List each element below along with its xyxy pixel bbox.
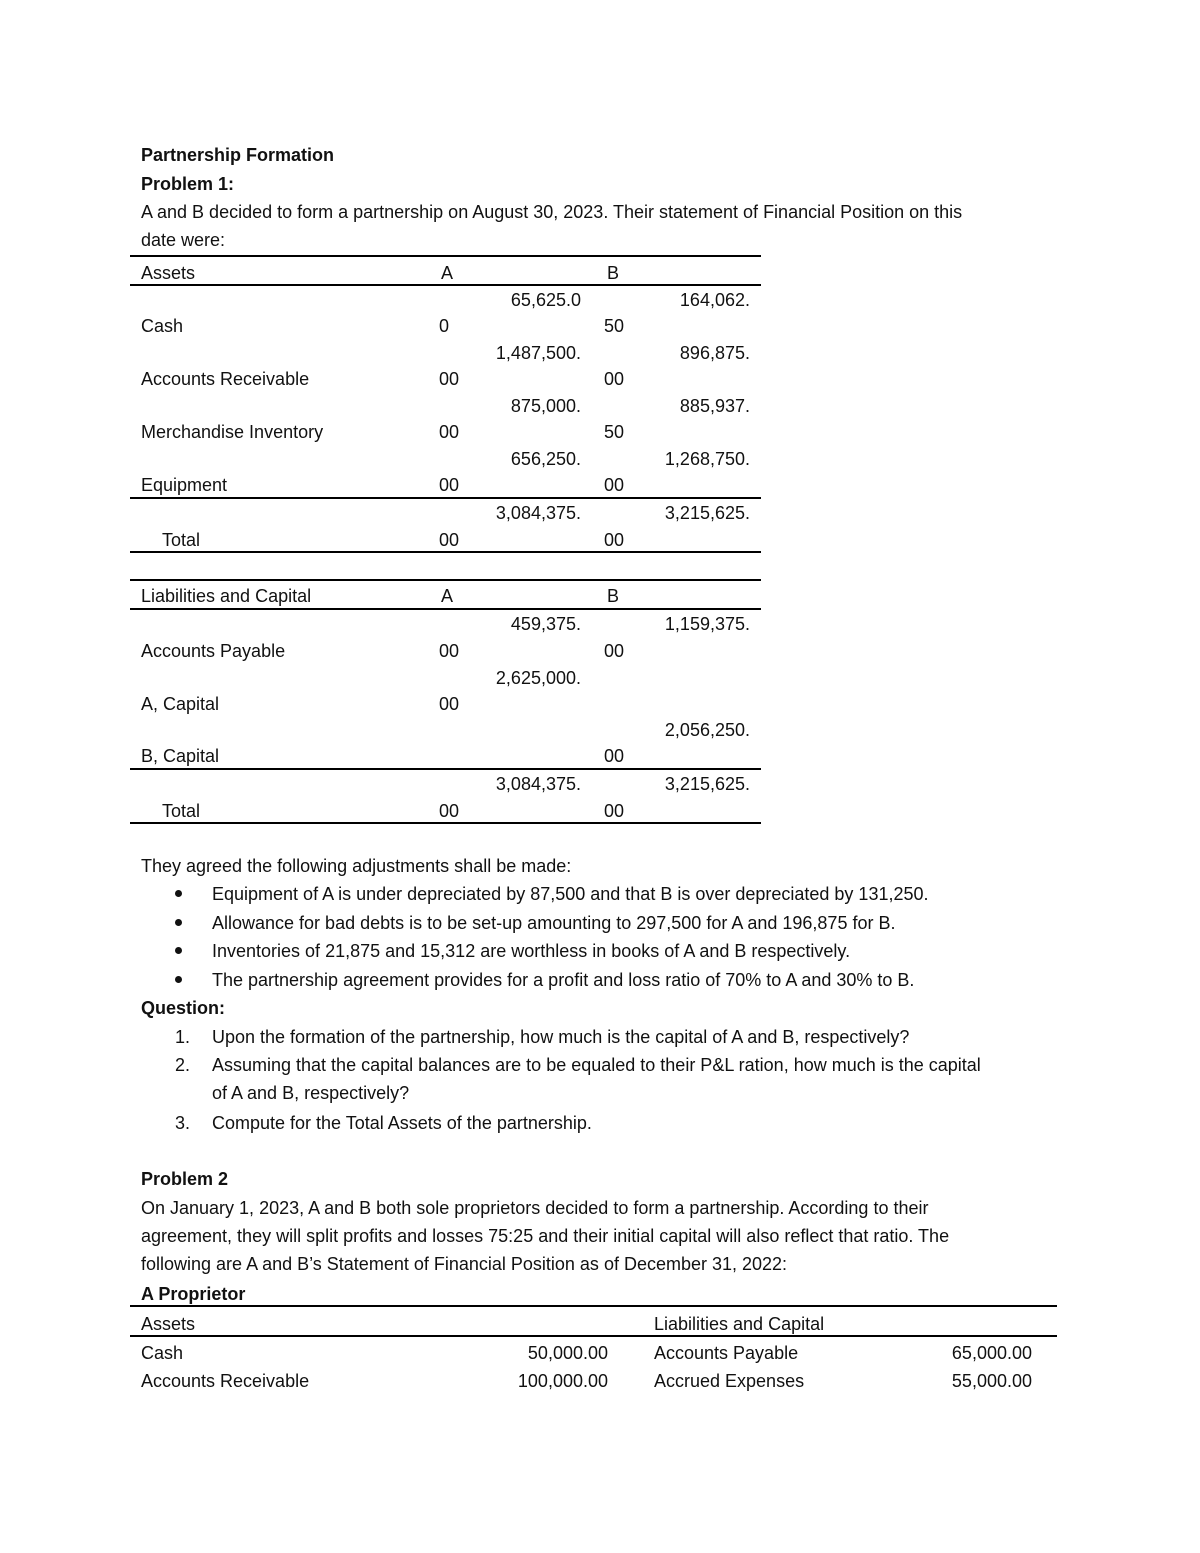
table-cell-label: Accounts Receivable xyxy=(141,1371,310,1391)
problem2-line1: On January 1, 2023, A and B both sole proprietors decided to form a partnership. According to their xyxy=(141,1198,929,1218)
liab-total-b-bot: 00 xyxy=(604,801,625,821)
table-rule xyxy=(130,551,761,553)
table-cell-label: Cash xyxy=(141,1343,184,1363)
liab-header-b: B xyxy=(607,586,620,606)
ap-a-bot: 00 xyxy=(439,641,460,661)
table-cell-label: Accounts Payable xyxy=(654,1343,799,1363)
ap-label: Accounts Payable xyxy=(141,641,286,661)
question-heading: Question: xyxy=(141,998,225,1018)
a-capital-a-bot: 00 xyxy=(439,694,460,714)
problem1-intro-line1: A and B decided to form a partnership on August 30, 2023. Their statement of Financial Position on this xyxy=(141,202,963,222)
table-rule xyxy=(130,255,761,257)
a-capital-label: A, Capital xyxy=(141,694,220,714)
problem2-line3: following are A and B’s Statement of Financial Position as of December 31, 2022: xyxy=(141,1254,788,1274)
page-title: Partnership Formation xyxy=(141,145,335,165)
problem1-intro-line2: date were: xyxy=(141,230,226,250)
equipment-label: Equipment xyxy=(141,475,228,495)
inventory-b-bot: 50 xyxy=(604,422,625,442)
cash-b-bot: 50 xyxy=(604,316,625,336)
assets-total-b-top: 3,215,625. xyxy=(664,503,750,523)
bullet-icon xyxy=(175,890,182,897)
equipment-b-bot: 00 xyxy=(604,475,625,495)
equipment-a-bot: 00 xyxy=(439,475,460,495)
assets-total-a-bot: 00 xyxy=(439,530,460,550)
ar-a-bot: 00 xyxy=(439,369,460,389)
inventory-a-top: 875,000. xyxy=(510,396,581,416)
liab-header-label: Liabilities and Capital xyxy=(141,586,312,606)
ar-b-top: 896,875. xyxy=(679,343,750,363)
question-text: Upon the formation of the partnership, how much is the capital of A and B, respectively? xyxy=(212,1027,910,1047)
question-number: 3. xyxy=(175,1113,191,1133)
proprietor-heading: A Proprietor xyxy=(141,1284,246,1304)
question-text: Assuming that the capital balances are to be equaled to their P&L ration, how much is the capital xyxy=(212,1055,981,1075)
inventory-label: Merchandise Inventory xyxy=(141,422,324,442)
problem2-line2: agreement, they will split profits and losses 75:25 and their initial capital will also reflect that ratio. The xyxy=(141,1226,950,1246)
equipment-b-top: 1,268,750. xyxy=(664,449,750,469)
b-capital-label: B, Capital xyxy=(141,746,220,766)
liab-total-label: Total xyxy=(162,801,201,821)
ar-label: Accounts Receivable xyxy=(141,369,310,389)
bullet-icon xyxy=(175,947,182,954)
b-capital-b-bot: 00 xyxy=(604,746,625,766)
problem1-heading: Problem 1: xyxy=(141,174,235,194)
bullet-icon xyxy=(175,976,182,983)
question-text: Compute for the Total Assets of the partnership. xyxy=(212,1113,592,1133)
assets-total-b-bot: 00 xyxy=(604,530,625,550)
assets-total-label: Total xyxy=(162,530,201,550)
assets-header-a: A xyxy=(441,263,454,283)
table-cell-value: 65,000.00 xyxy=(951,1343,1032,1363)
table-rule xyxy=(130,1335,1057,1337)
ar-b-bot: 00 xyxy=(604,369,625,389)
question-text-cont: of A and B, respectively? xyxy=(212,1083,410,1103)
equipment-a-top: 656,250. xyxy=(510,449,581,469)
table-cell-label: Accrued Expenses xyxy=(654,1371,805,1391)
question-number: 2. xyxy=(175,1055,191,1075)
table-cell-value: 55,000.00 xyxy=(951,1371,1032,1391)
liab-total-a-bot: 00 xyxy=(439,801,460,821)
ap-b-bot: 00 xyxy=(604,641,625,661)
assets-total-a-top: 3,084,375. xyxy=(495,503,581,523)
ar-a-top: 1,487,500. xyxy=(495,343,581,363)
table-rule xyxy=(130,822,761,824)
inventory-a-bot: 00 xyxy=(439,422,460,442)
table-cell-value: 100,000.00 xyxy=(517,1371,608,1391)
table-cell-value: 50,000.00 xyxy=(527,1343,608,1363)
cash-a-bot: 0 xyxy=(439,316,450,336)
table-rule xyxy=(130,497,761,499)
table-rule xyxy=(130,1305,1057,1307)
table-rule xyxy=(130,608,761,610)
cash-label: Cash xyxy=(141,316,184,336)
table-rule xyxy=(130,579,761,581)
assets-col-header: Assets xyxy=(141,1314,196,1334)
ap-b-top: 1,159,375. xyxy=(664,614,750,634)
list-item: Inventories of 21,875 and 15,312 are worthless in books of A and B respectively. xyxy=(212,941,851,961)
assets-header-label: Assets xyxy=(141,263,196,283)
liab-total-a-top: 3,084,375. xyxy=(495,774,581,794)
table-rule xyxy=(130,768,761,770)
problem2-heading: Problem 2 xyxy=(141,1169,229,1189)
ap-a-top: 459,375. xyxy=(510,614,581,634)
list-item: Allowance for bad debts is to be set-up amounting to 297,500 for A and 196,875 for B. xyxy=(212,913,896,933)
inventory-b-top: 885,937. xyxy=(679,396,750,416)
bullet-icon xyxy=(175,919,182,926)
a-capital-a-top: 2,625,000. xyxy=(495,668,581,688)
table-rule xyxy=(130,284,761,286)
question-number: 1. xyxy=(175,1027,191,1047)
b-capital-b-top: 2,056,250. xyxy=(664,720,750,740)
list-item: Equipment of A is under depreciated by 87,500 and that B is over depreciated by 131,250. xyxy=(212,884,929,904)
liab-header-a: A xyxy=(441,586,454,606)
adjustments-intro: They agreed the following adjustments shall be made: xyxy=(141,856,572,876)
liabilities-col-header: Liabilities and Capital xyxy=(654,1314,825,1334)
cash-b-top: 164,062. xyxy=(679,290,750,310)
list-item: The partnership agreement provides for a profit and loss ratio of 70% to A and 30% to B. xyxy=(212,970,915,990)
assets-header-b: B xyxy=(607,263,620,283)
liab-total-b-top: 3,215,625. xyxy=(664,774,750,794)
cash-a-top: 65,625.0 xyxy=(510,290,581,310)
